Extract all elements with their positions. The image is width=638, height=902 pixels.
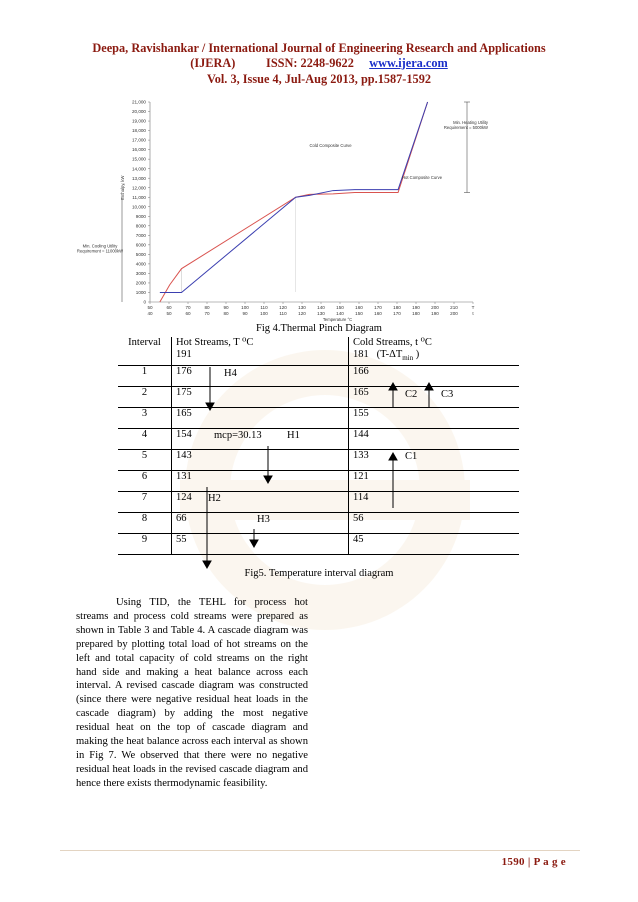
interval-cell: 4	[118, 429, 172, 450]
x-tick-label-cold: 130	[317, 311, 325, 316]
hot-curve-label: Hot Composite Curve	[402, 175, 443, 181]
x-tick-label-hot: 80	[204, 305, 210, 310]
cold-temp-cell: 165	[349, 387, 520, 408]
y-tick-label: 1000	[135, 290, 146, 296]
x-tick-label-hot: 130	[298, 305, 306, 310]
y-tick-label: 8000	[135, 223, 146, 229]
hot-temp-cell: 124	[172, 492, 349, 513]
thermal-pinch-chart	[60, 92, 490, 322]
y-tick-label: 4000	[135, 261, 146, 267]
x-tick-label-hot: 160	[355, 305, 363, 310]
x-tick-label-cold: 150	[355, 311, 363, 316]
header-line-2	[0, 56, 638, 71]
y-tick-label: 16,000	[131, 147, 146, 153]
x-tick-label-hot: 210	[450, 305, 458, 310]
interval-cell: 3	[118, 408, 172, 429]
stream-label-c2: C2	[405, 389, 418, 400]
x-tick-label-cold: 70	[204, 311, 210, 316]
y-tick-label: 2000	[135, 280, 146, 286]
table-row	[118, 450, 519, 471]
table-row	[118, 513, 519, 534]
header-cold-sub-suffix: )	[413, 349, 420, 360]
table-row	[118, 366, 519, 387]
y-tick-label: 18,000	[131, 128, 146, 134]
x-tick-label-cold: t	[472, 311, 474, 316]
hot-temp-cell: 154	[172, 429, 349, 450]
interval-cell: 1	[118, 366, 172, 387]
table-row	[118, 387, 519, 408]
cooling-utility-label: Requirement = 11000kW	[76, 248, 124, 254]
y-tick-label: 15,000	[131, 156, 146, 162]
hot-temp-cell: 55	[172, 534, 349, 555]
stream-label-c1: C1	[405, 451, 418, 462]
y-tick-label: 9000	[135, 213, 146, 219]
header-cold-sub-text: 181 (T-ΔT	[353, 349, 403, 360]
stream-label-mcp: mcp=30.13	[214, 430, 262, 441]
x-tick-label-cold: 120	[298, 311, 306, 316]
interval-cell: 9	[118, 534, 172, 555]
x-tick-label-cold: 50	[166, 311, 172, 316]
body-paragraph: Using TID, the TEHL for process hot streams and process cold streams were prepared as shown in Table 3 and Table 4. A cascade diagram was prepared by plotting total load of hot streams on the left and total capacity of cold streams on the right hand side and making a heat balance across each interval. A revised cascade diagram was constructed (since there were negative residual heat loads in the cascade diagram) by adding the most negative residual heat on the top of cascade diagram and making the heat balance across each interval as shown in Fig 7. We observed that there were no negative residual heat loads in the revised cascade diagram and hence there exists thermodynamic feasibility.	[76, 597, 308, 789]
x-tick-label-hot: 70	[185, 305, 191, 310]
x-tick-label-cold: 140	[336, 311, 344, 316]
cold-temp-cell: 144	[349, 429, 520, 450]
header-issn: (IJERA) ISSN: 2248-9622	[190, 56, 370, 70]
x-tick-label-cold: 170	[393, 311, 401, 316]
cold-composite-curve	[160, 102, 428, 292]
hot-temp-cell: 143	[172, 450, 349, 471]
table-row	[118, 408, 519, 429]
x-tick-label-hot: 140	[317, 305, 325, 310]
x-tick-label-hot: 120	[279, 305, 287, 310]
y-tick-label: 10,000	[131, 204, 146, 210]
x-tick-label-cold: 90	[242, 311, 248, 316]
hot-temp-cell: 131	[172, 471, 349, 492]
cooling-utility-label: Min. Cooling Utility	[82, 243, 118, 249]
x-tick-label-cold: 110	[279, 311, 287, 316]
heating-utility-label: Min. Heating Utility	[453, 119, 488, 125]
cold-temp-cell: 166	[349, 366, 520, 387]
header-interval: Interval	[118, 337, 172, 366]
y-tick-label: 0	[143, 299, 146, 305]
header-cold-title: Cold Streams, t ⁰C	[353, 337, 432, 348]
header-cold-sub	[353, 349, 515, 364]
header-cold-streams	[349, 337, 520, 366]
x-tick-label-cold: 200	[450, 311, 458, 316]
table-row	[118, 534, 519, 555]
x-tick-label-hot: 50	[147, 305, 153, 310]
interval-cell: 5	[118, 450, 172, 471]
x-tick-label-hot: 170	[374, 305, 382, 310]
x-tick-label-cold: 40	[147, 311, 153, 316]
stream-label-h4: H4	[224, 368, 237, 379]
heating-utility-label: Requirement = 5000kW	[443, 124, 488, 130]
x-tick-label-cold: 180	[412, 311, 420, 316]
x-axis-label: Temperature °C	[322, 317, 353, 322]
body-text	[76, 596, 308, 791]
x-tick-label-hot: T	[471, 305, 475, 310]
footer-rule	[60, 850, 580, 851]
x-tick-label-hot: 180	[393, 305, 401, 310]
stream-label-h2: H2	[208, 493, 221, 504]
x-tick-label-hot: 200	[431, 305, 439, 310]
table-row	[118, 429, 519, 450]
x-tick-label-hot: 110	[260, 305, 268, 310]
fig4-caption: Fig 4.Thermal Pinch Diagram	[256, 323, 382, 334]
journal-link[interactable]: www.ijera.com	[369, 56, 448, 70]
x-tick-label-hot: 60	[166, 305, 172, 310]
hot-temp-cell: 175	[172, 387, 349, 408]
x-tick-label-hot: 90	[223, 305, 229, 310]
header-hot-sub: 191	[176, 349, 192, 360]
cold-temp-cell: 133	[349, 450, 520, 471]
cold-curve-label: Cold Composite Curve	[309, 142, 352, 148]
hot-temp-cell: 66	[172, 513, 349, 534]
cold-temp-cell: 121	[349, 471, 520, 492]
interval-cell: 2	[118, 387, 172, 408]
cold-temp-cell: 56	[349, 513, 520, 534]
hot-temp-cell: 165	[172, 408, 349, 429]
stream-label-h3: H3	[257, 514, 270, 525]
stream-label-h1: H1	[287, 430, 300, 441]
table-header-row	[118, 337, 519, 366]
header-line-3: Vol. 3, Issue 4, Jul-Aug 2013, pp.1587-1592	[206, 72, 431, 86]
x-tick-label-cold: 60	[185, 311, 191, 316]
x-tick-label-cold: 190	[431, 311, 439, 316]
y-tick-label: 14,000	[131, 166, 146, 172]
y-tick-label: 3000	[135, 271, 146, 277]
header-hot-streams	[172, 337, 349, 366]
hot-temp-cell: 176	[172, 366, 349, 387]
cold-temp-cell: 114	[349, 492, 520, 513]
header-line-1: Deepa, Ravishankar / International Journal of Engineering Research and Applications	[92, 41, 546, 55]
temperature-interval-table	[118, 337, 519, 555]
y-tick-label: 5000	[135, 251, 146, 257]
y-tick-label: 6000	[135, 242, 146, 248]
table-row	[118, 471, 519, 492]
cold-temp-cell: 155	[349, 408, 520, 429]
interval-cell: 7	[118, 492, 172, 513]
page-footer: 1590 | P a g e	[501, 856, 566, 868]
y-tick-label: 12,000	[131, 185, 146, 191]
header-hot-title: Hot Streams, T ⁰C	[176, 337, 254, 348]
y-tick-label: 13,000	[131, 175, 146, 181]
hot-composite-curve	[160, 102, 428, 302]
x-tick-label-cold: 160	[374, 311, 382, 316]
interval-cell: 6	[118, 471, 172, 492]
interval-cell: 8	[118, 513, 172, 534]
y-tick-label: 20,000	[131, 109, 146, 115]
y-tick-label: 17,000	[131, 137, 146, 143]
x-tick-label-hot: 150	[336, 305, 344, 310]
fig5-caption: Fig5. Temperature interval diagram	[244, 568, 394, 579]
stream-label-c3: C3	[441, 389, 454, 400]
y-tick-label: 19,000	[131, 118, 146, 124]
x-tick-label-hot: 190	[412, 305, 420, 310]
y-tick-label: 21,000	[131, 99, 146, 105]
cold-temp-cell: 45	[349, 534, 520, 555]
header-cold-sub-subscript: min	[402, 354, 414, 363]
y-tick-label: 11,000	[132, 194, 146, 200]
y-tick-label: 7000	[135, 232, 146, 238]
x-tick-label-cold: 80	[223, 311, 229, 316]
x-tick-label-cold: 100	[260, 311, 268, 316]
y-axis-label: Enthalpy, kW	[120, 175, 125, 200]
table-row	[118, 492, 519, 513]
x-tick-label-hot: 100	[241, 305, 249, 310]
